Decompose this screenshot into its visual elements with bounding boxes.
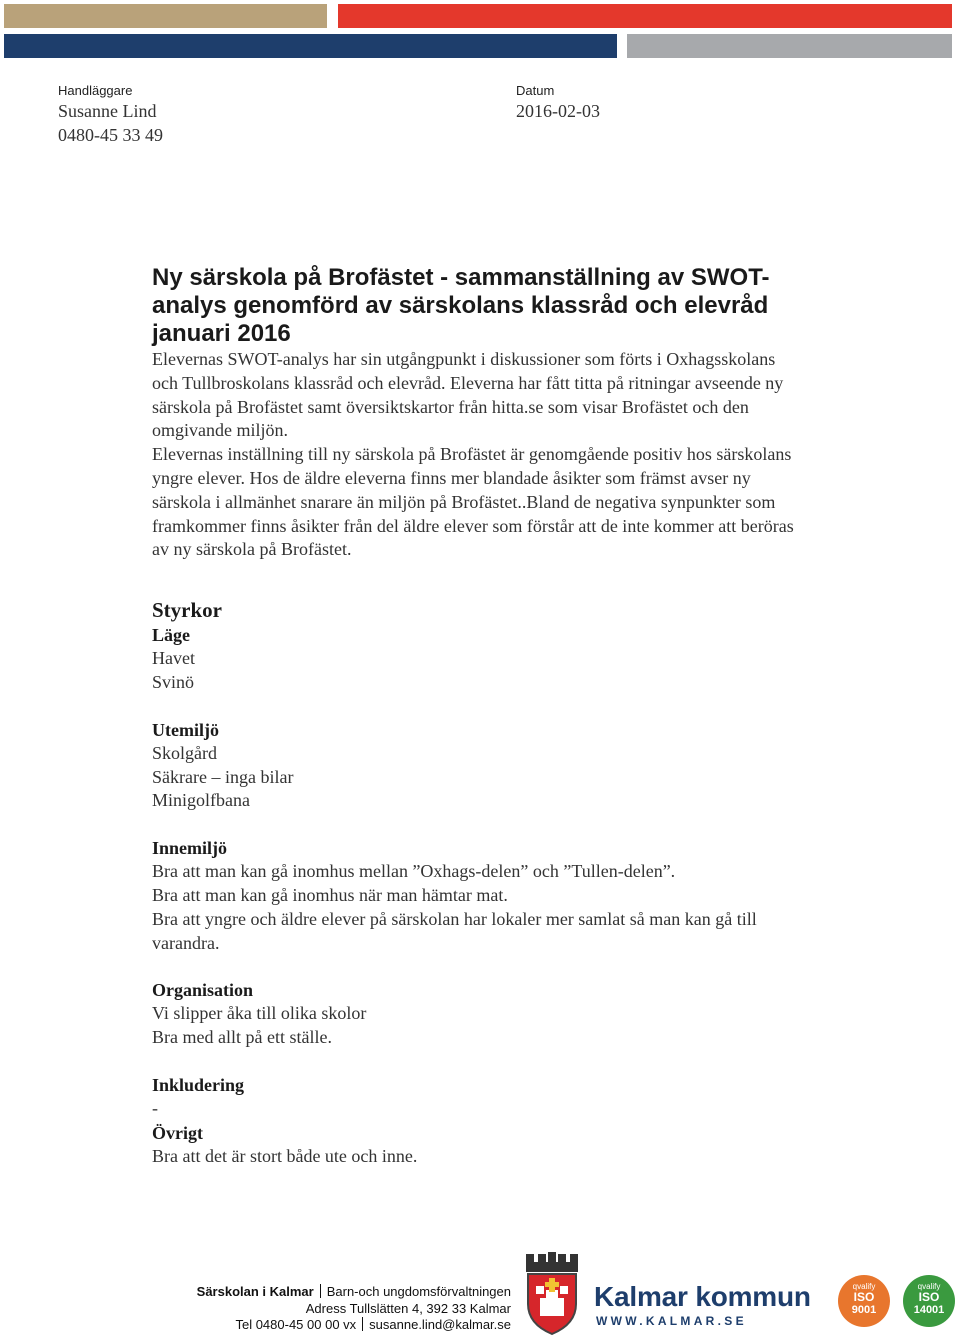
badge-iso: ISO xyxy=(918,1290,940,1304)
handlaggare-name: Susanne Lind xyxy=(58,101,157,121)
badge-iso: ISO xyxy=(853,1290,875,1304)
group-heading: Övrigt xyxy=(152,1122,203,1143)
kalmar-kommun-logo-text: Kalmar kommun xyxy=(594,1281,811,1312)
group-heading: Inkludering xyxy=(152,1074,245,1095)
handlaggare-phone: 0480-45 33 49 xyxy=(58,125,163,145)
footer-org: Särskolan i Kalmar xyxy=(196,1284,314,1299)
iso-14001-badge xyxy=(903,1275,955,1327)
group-line: Minigolfbana xyxy=(152,790,250,811)
group-utemiljo xyxy=(152,718,802,813)
document-title: Ny särskola på Brofästet - sammanställning av SWOT-analys genomförd av särskolans klassråd och elevråd januari 2016 xyxy=(152,264,770,347)
handlaggare-label: Handläggare xyxy=(58,83,133,98)
group-line: Vi slipper åka till olika skolor xyxy=(152,1003,367,1024)
intro-paragraph-1: Elevernas SWOT-analys har sin utgångpunkt i diskussioner som förts i Oxhagsskolans och Tullbroskolans klassråd och elevråd. Eleverna har fått titta på ritningar avseende ny särskola på Brofästet samt översiktskartor från hitta.se som visar Brofästet och den omgivande miljön. xyxy=(152,349,784,441)
group-heading: Innemiljö xyxy=(152,838,228,859)
group-line: Havet xyxy=(152,648,195,669)
footer-contact xyxy=(100,1284,511,1334)
group-innemiljo xyxy=(152,836,802,955)
badge-number: 14001 xyxy=(913,1304,945,1316)
badge-brand: qvalify xyxy=(852,1282,876,1291)
group-heading: Organisation xyxy=(152,980,254,1001)
badge-brand: qvalify xyxy=(917,1282,941,1291)
footer-separator xyxy=(320,1284,321,1298)
footer-email: susanne.lind@kalmar.se xyxy=(369,1317,511,1332)
group-line: Säkrare – inga bilar xyxy=(152,766,294,787)
header-bar-gray xyxy=(627,34,952,58)
group-line: Bra att man kan gå inomhus mellan ”Oxhags-delen” och ”Tullen-delen”. xyxy=(152,861,676,882)
footer-dept: Barn-och ungdomsförvaltningen xyxy=(326,1284,511,1299)
group-line: Bra att det är stort både ute och inne. xyxy=(152,1145,418,1166)
footer-phone: Tel 0480-45 00 00 vx xyxy=(235,1317,357,1332)
badge-number: 9001 xyxy=(851,1304,877,1316)
header-bar-tan xyxy=(4,4,327,28)
document-body xyxy=(152,264,802,1169)
intro-paragraph-2: Elevernas inställning till ny särskola på Brofästet är genomgående positiv hos särskolans yngre elever. Hos de äldre eleverna finns mer blandade åsikter som främst avser ny särskola i allmänhet snarare än miljön på Brofästet..Bland de negativa synpunkter som framkommer finns åsikter från del äldre elever som förstår att de inte kommer att beröras av ny särskola på Brofästet. xyxy=(152,444,794,560)
footer-separator xyxy=(362,1317,363,1331)
group-heading: Läge xyxy=(152,625,190,646)
kalmar-coat-of-arms-icon xyxy=(522,1252,582,1336)
datum-value: 2016-02-03 xyxy=(516,101,600,121)
group-ovrigt xyxy=(152,1121,802,1169)
group-line: Skolgård xyxy=(152,742,217,763)
footer-address: Adress Tullslätten 4, 392 33 Kalmar xyxy=(305,1300,511,1316)
group-inkludering xyxy=(152,1073,802,1121)
group-line: - xyxy=(152,1097,158,1118)
section-title-styrkor: Styrkor xyxy=(152,598,222,623)
header-bar-red xyxy=(338,4,952,28)
group-line: Bra att yngre och äldre elever på särskolan har lokaler mer samlat så man kan gå till varandra. xyxy=(152,908,757,953)
kalmar-web-address: WWW.KALMAR.SE xyxy=(596,1314,747,1328)
group-lage xyxy=(152,623,802,695)
group-line: Svinö xyxy=(152,671,195,692)
iso-9001-badge xyxy=(838,1275,890,1327)
group-line: Bra med allt på ett ställe. xyxy=(152,1027,332,1048)
datum-label: Datum xyxy=(516,83,555,98)
header-bar-navy xyxy=(4,34,617,58)
group-heading: Utemiljö xyxy=(152,719,219,740)
group-organisation xyxy=(152,978,802,1050)
group-line: Bra att man kan gå inomhus när man hämtar mat. xyxy=(152,884,508,905)
